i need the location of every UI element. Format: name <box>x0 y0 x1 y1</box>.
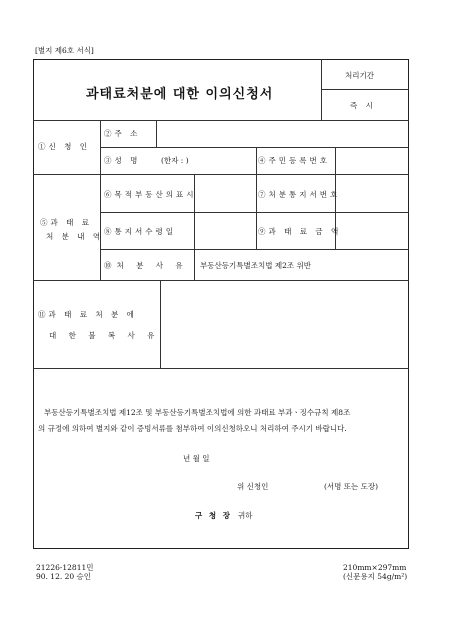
rule <box>100 212 409 213</box>
paper-size: 210mm×297mm <box>343 563 407 572</box>
rule <box>156 120 157 147</box>
rule <box>33 280 409 281</box>
form-frame <box>33 59 409 549</box>
reason-label: ⑩처 분 사 유 <box>104 261 188 270</box>
name-label: ③성 명 <box>104 156 141 165</box>
statement-line-1: 부동산등기특별조치법 제12조 및 부동산등기특별조치법에 의한 과태료 부과ㆍ징수규칙 제8조 <box>44 408 351 417</box>
date-line: 년 월 일 <box>183 454 210 463</box>
rule <box>100 249 409 250</box>
notice-number-label: ⑦처분통지서번호 <box>258 190 341 199</box>
paper-type: (신문용지 54g/m²) <box>343 572 408 581</box>
addressee: 구 청 장 <box>195 511 232 520</box>
rule <box>256 147 257 174</box>
reason-value: 부동산등기특별조치법 제2조 위반 <box>200 261 311 270</box>
receipt-date-label: ⑧통지서수령일 <box>104 227 176 236</box>
applicant-sign-label: 위 신청인 <box>237 482 269 491</box>
form-code: 21226-12811민 <box>36 563 94 572</box>
name-hanja: (한자 : ) <box>161 156 189 165</box>
rule <box>321 89 409 90</box>
amount-label: ⑨과 태 료 금 액 <box>258 227 342 236</box>
page-title: 과태료처분에 대한 이의신청서 <box>86 87 274 102</box>
objection-label: ⑪과 태 료 처 분 에 <box>38 310 137 319</box>
rule <box>335 174 336 249</box>
rrn-label: ④주민등록번호 <box>258 156 330 165</box>
form-label: [별지 제6호 서식] <box>35 46 94 55</box>
processing-period-label: 처리기간 <box>345 71 374 80</box>
rule <box>100 120 101 280</box>
sign-hint: (서명 또는 도장) <box>324 482 379 491</box>
rule <box>335 147 336 174</box>
addressee-suffix: 귀하 <box>238 511 253 520</box>
property-label: ⑥목적부동산의표시 <box>104 190 197 199</box>
applicant-section-label: ①신 청 인 <box>38 142 91 151</box>
approval-date: 90. 12. 20 승인 <box>36 572 92 581</box>
penalty-section-label-2: 처 분 내 역 <box>46 232 104 241</box>
rule <box>33 120 409 121</box>
address-label: ②주 소 <box>104 129 141 138</box>
objection-label-2: 대 한 불 복 사 유 <box>49 331 160 340</box>
rule <box>33 368 409 369</box>
rule <box>160 280 161 368</box>
rule <box>256 174 257 249</box>
rule <box>100 147 409 148</box>
statement-line-2: 의 규정에 의하여 별지와 같이 증빙서류를 첨부하여 이의신청하오니 처리하여 주시기 바랍니다. <box>38 424 347 433</box>
processing-period-value: 즉 시 <box>350 101 376 110</box>
rule <box>321 59 322 120</box>
penalty-section-label: ⑤과 태 료 <box>40 218 93 227</box>
rule <box>33 174 409 175</box>
